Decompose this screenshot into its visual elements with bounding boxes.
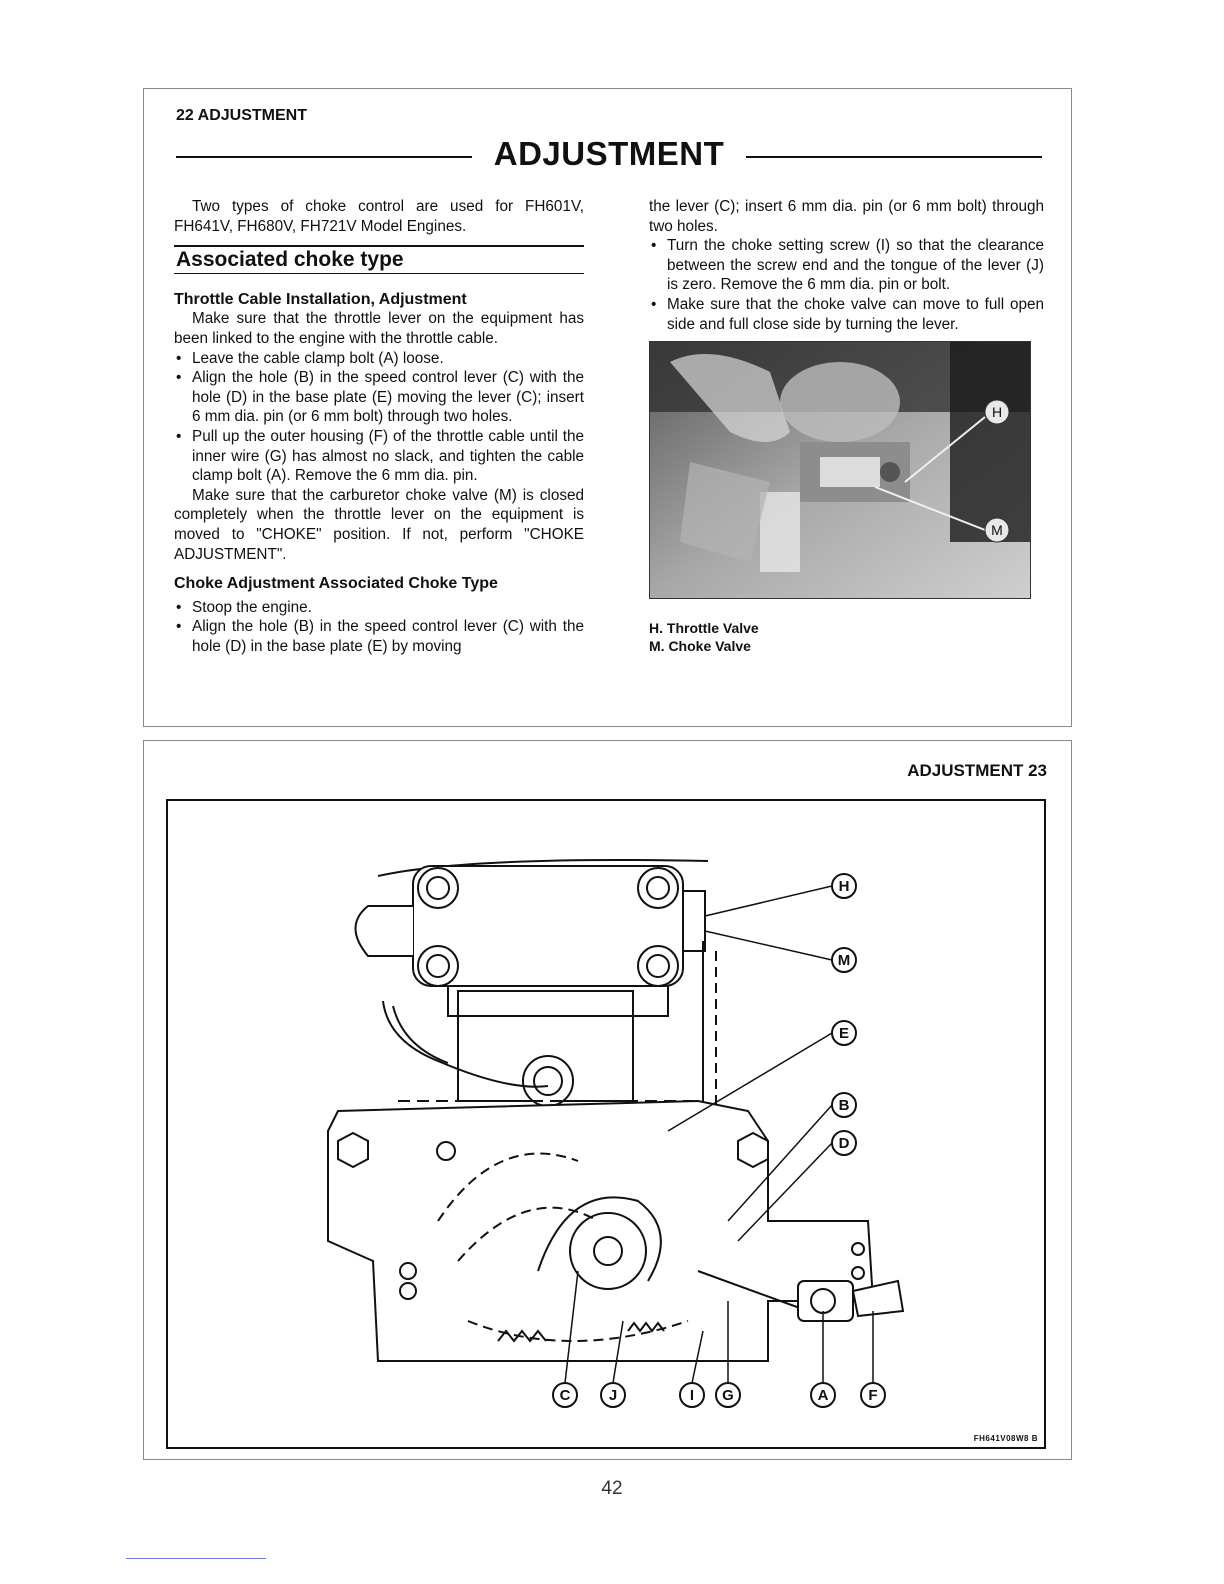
throttle-heading: Throttle Cable Installation, Adjustment	[174, 290, 467, 308]
page-header-right: ADJUSTMENT 23	[907, 761, 1047, 780]
choke-heading: Choke Adjustment Associated Choke Type	[174, 575, 498, 593]
caption-throttle-valve: H. Throttle Valve	[649, 620, 759, 636]
callout-m: M	[837, 952, 851, 969]
intro-paragraph: Two types of choke control are used for FH601V, FH641V, FH680V, FH721V Model Engines.	[174, 198, 584, 235]
callout-h: H	[838, 878, 850, 895]
caption-choke-valve: M. Choke Valve	[649, 638, 751, 654]
callout-f: F	[868, 1387, 878, 1404]
callout-i: I	[689, 1387, 695, 1404]
list-item: • Align the hole (B) in the speed control lever (C) with the hole (D) in the base plate (E) moving the lever (C); insert 6 mm dia. pin (or 6 mm bolt) through two holes.	[176, 369, 584, 426]
bullet-dot: •	[651, 295, 657, 313]
photo-label-m: M	[991, 522, 1003, 538]
callout-b: B	[838, 1097, 850, 1114]
page-22-panel	[143, 88, 1072, 727]
footer-link-underline	[126, 1558, 266, 1559]
carburetor-photo	[649, 341, 1031, 599]
bullet-dot: •	[176, 349, 182, 367]
page-header-left: 22 ADJUSTMENT	[176, 107, 307, 124]
page-number: 42	[601, 1478, 623, 1499]
bullet-dot: •	[651, 237, 657, 255]
callout-d: D	[838, 1135, 850, 1152]
title-rule-right	[746, 156, 1042, 158]
bullet-dot: •	[176, 598, 182, 616]
bullet-dot: •	[176, 427, 182, 445]
callout-g: G	[722, 1387, 734, 1404]
list-item: • Pull up the outer housing (F) of the throttle cable until the inner wire (G) has almost no slack, and tighten the cable clamp bolt (A). Remove the 6 mm dia. pin.	[176, 427, 584, 485]
callout-e: E	[838, 1025, 850, 1042]
bullet-dot: •	[176, 369, 182, 387]
engine-diagram-drawing	[168, 801, 1044, 1447]
section-heading: Associated choke type	[174, 245, 584, 274]
carburetor-photo-drawing	[650, 342, 1030, 598]
photo-label-h: H	[991, 404, 1003, 420]
list-item: • Align the hole (B) in the speed control lever (C) with the hole (D) in the base plate (E) by moving	[176, 618, 584, 655]
list-item: • Turn the choke setting screw (I) so that the clearance between the screw end and the tongue of the lever (J) is zero. Remove the 6 mm dia. pin or bolt.	[651, 237, 1044, 294]
throttle-intro: Make sure that the throttle lever on the equipment has been linked to the engine with the throttle cable.	[174, 310, 584, 347]
page-23-panel	[143, 740, 1072, 1460]
figure-code: FH641V08W8 B	[973, 1434, 1038, 1443]
list-item: • Make sure that the choke valve can move to full open side and full close side by turning the lever.	[651, 295, 1044, 333]
callout-j: J	[608, 1387, 618, 1404]
left-column	[174, 197, 584, 656]
title-rule-left	[176, 156, 472, 158]
right-column	[649, 197, 1044, 334]
continuation-text: the lever (C); insert 6 mm dia. pin (or 6 mm bolt) through two holes.	[649, 198, 1044, 235]
title-row	[176, 137, 1042, 173]
list-item: • Stoop the engine.	[176, 598, 312, 616]
callout-c: C	[559, 1387, 571, 1404]
callout-a: A	[817, 1387, 829, 1404]
bullet-dot: •	[176, 618, 182, 636]
list-item: • Leave the cable clamp bolt (A) loose.	[176, 349, 444, 367]
throttle-note: Make sure that the carburetor choke valve (M) is closed completely when the throttle lever on the equipment is moved to "CHOKE" position. If not, perform "CHOKE ADJUSTMENT".	[174, 486, 584, 563]
engine-diagram	[166, 799, 1046, 1449]
photo-captions	[649, 619, 759, 655]
page-title: ADJUSTMENT	[493, 135, 725, 172]
